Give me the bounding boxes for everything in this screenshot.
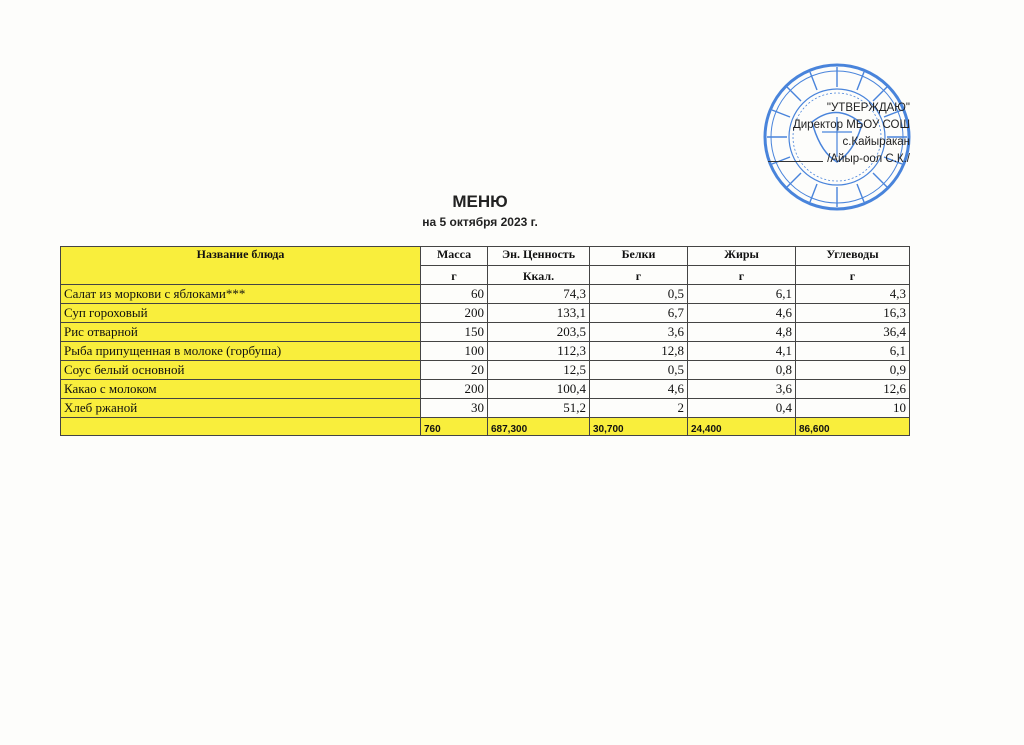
unit-carbs: г [796, 266, 910, 285]
cell-energy: 203,5 [488, 323, 590, 342]
cell-protein: 12,8 [590, 342, 688, 361]
cell-fat: 4,6 [688, 304, 796, 323]
total-protein: 30,700 [590, 418, 688, 436]
cell-energy: 133,1 [488, 304, 590, 323]
cell-mass: 100 [421, 342, 488, 361]
column-header-dish: Название блюда [61, 247, 421, 285]
page-title: МЕНЮ [452, 192, 508, 211]
column-header-carbs: Углеводы [796, 247, 910, 266]
cell-energy: 12,5 [488, 361, 590, 380]
approval-signature-line [760, 151, 910, 168]
dish-name: Соус белый основной [61, 361, 421, 380]
table-row [61, 323, 910, 342]
cell-fat: 0,4 [688, 399, 796, 418]
table-row [61, 304, 910, 323]
cell-mass: 30 [421, 399, 488, 418]
dish-name: Суп гороховый [61, 304, 421, 323]
cell-protein: 3,6 [590, 323, 688, 342]
cell-energy: 51,2 [488, 399, 590, 418]
table-row [61, 285, 910, 304]
total-fat: 24,400 [688, 418, 796, 436]
totals-label [61, 418, 421, 436]
totals-row [61, 418, 910, 436]
cell-mass: 150 [421, 323, 488, 342]
cell-energy: 100,4 [488, 380, 590, 399]
cell-energy: 74,3 [488, 285, 590, 304]
cell-fat: 3,6 [688, 380, 796, 399]
menu-date: на 5 октября 2023 г. [422, 215, 538, 229]
approval-heading: "УТВЕРЖДАЮ" [826, 102, 910, 114]
cell-mass: 20 [421, 361, 488, 380]
cell-energy: 112,3 [488, 342, 590, 361]
unit-energy: Ккал. [488, 266, 590, 285]
cell-fat: 6,1 [688, 285, 796, 304]
cell-protein: 2 [590, 399, 688, 418]
cell-carbs: 4,3 [796, 285, 910, 304]
cell-protein: 6,7 [590, 304, 688, 323]
approval-location: с.Кайыракан [842, 136, 910, 148]
unit-fat: г [688, 266, 796, 285]
table-header-row [61, 247, 910, 266]
cell-protein: 0,5 [590, 361, 688, 380]
cell-fat: 4,8 [688, 323, 796, 342]
cell-mass: 200 [421, 304, 488, 323]
handwritten-signature-icon [768, 161, 823, 162]
cell-protein: 0,5 [590, 285, 688, 304]
cell-carbs: 36,4 [796, 323, 910, 342]
dish-name: Рис отварной [61, 323, 421, 342]
table-row [61, 399, 910, 418]
cell-carbs: 0,9 [796, 361, 910, 380]
unit-mass: г [421, 266, 488, 285]
total-mass: 760 [421, 418, 488, 436]
cell-carbs: 10 [796, 399, 910, 418]
approval-block [760, 100, 910, 168]
table-row [61, 342, 910, 361]
dish-name: Хлеб ржаной [61, 399, 421, 418]
cell-protein: 4,6 [590, 380, 688, 399]
cell-carbs: 12,6 [796, 380, 910, 399]
dish-name: Салат из моркови с яблоками*** [61, 285, 421, 304]
cell-fat: 4,1 [688, 342, 796, 361]
column-header-protein: Белки [590, 247, 688, 266]
menu-table [60, 246, 910, 436]
approval-position: Директор МБОУ СОШ [792, 119, 910, 131]
table-row [61, 380, 910, 399]
column-header-fat: Жиры [688, 247, 796, 266]
total-energy: 687,300 [488, 418, 590, 436]
approval-director-name: /Айыр-оол С.К./ [827, 153, 910, 165]
cell-mass: 200 [421, 380, 488, 399]
cell-carbs: 6,1 [796, 342, 910, 361]
dish-name: Какао с молоком [61, 380, 421, 399]
total-carbs: 86,600 [796, 418, 910, 436]
cell-mass: 60 [421, 285, 488, 304]
unit-protein: г [590, 266, 688, 285]
cell-carbs: 16,3 [796, 304, 910, 323]
dish-name: Рыба припущенная в молоке (горбуша) [61, 342, 421, 361]
column-header-mass: Масса [421, 247, 488, 266]
table-row [61, 361, 910, 380]
cell-fat: 0,8 [688, 361, 796, 380]
column-header-energy: Эн. Ценность [488, 247, 590, 266]
